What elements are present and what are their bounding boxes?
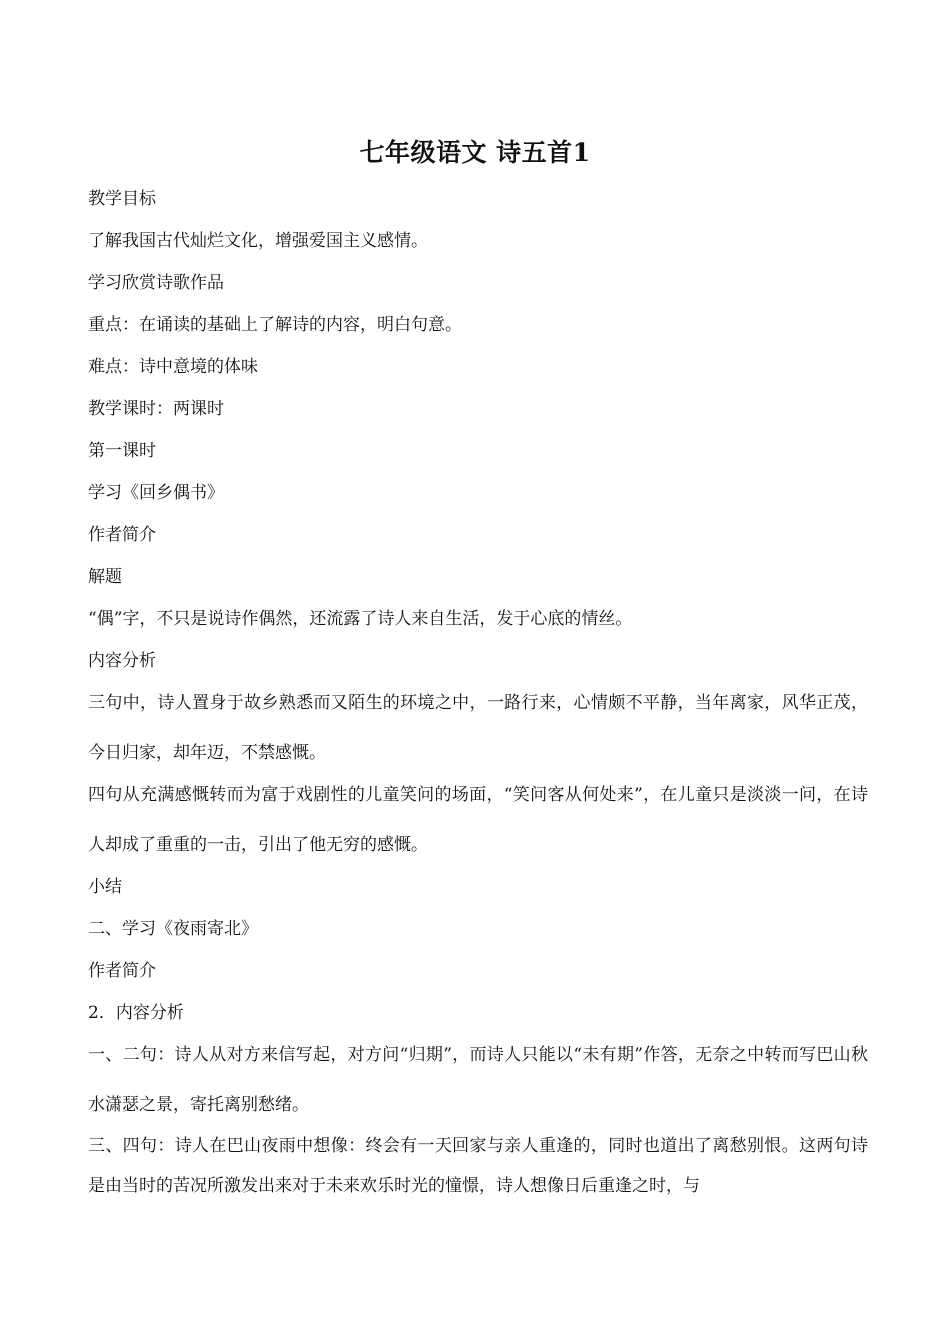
paragraph-author-intro-1: 作者简介 [88, 525, 156, 545]
paragraph-key-point: 重点：在诵读的基础上了解诗的内容，明白句意。 [88, 315, 462, 335]
paragraph-difficulty: 难点：诗中意境的体味 [88, 357, 258, 377]
paragraph-author-intro-2: 作者简介 [88, 961, 156, 981]
paragraph-title-explain: 解题 [88, 567, 122, 587]
paragraph-first-lesson: 第一课时 [88, 441, 156, 461]
paragraph-lines-one-two: 一、二句：诗人从对方来信写起，对方问“归期”，而诗人只能以“未有期”作答，无奈之中转而写巴山秋水潇瑟之景，寄托离别愁绪。 [88, 1045, 868, 1115]
document-body [88, 184, 868, 1218]
paragraph-class-hours: 教学课时：两课时 [88, 399, 224, 419]
document-title: 七年级语文 诗五首1 [359, 138, 591, 167]
paragraph-content-analysis-2: 2．内容分析 [88, 1003, 184, 1023]
paragraph-content-analysis-1: 内容分析 [88, 651, 156, 671]
paragraph-ou-character: “偶”字，不只是说诗作偶然，还流露了诗人来自生活，发于心底的情丝。 [88, 609, 633, 629]
paragraph-line-four: 四句从充满感慨转而为富于戏剧性的儿童笑问的场面，“笑问客从何处来”，在儿童只是淡淡一问，在诗人却成了重重的一击，引出了他无穷的感慨。 [88, 785, 868, 855]
paragraph-summary: 小结 [88, 877, 122, 897]
paragraph-study-poem-1: 学习《回乡偶书》 [88, 483, 224, 503]
paragraph-study-poem-2: 二、学习《夜雨寄北》 [88, 919, 258, 939]
paragraph-teaching-goals: 教学目标 [88, 189, 156, 209]
paragraph-goal-appreciate: 学习欣赏诗歌作品 [88, 273, 224, 293]
paragraph-lines-three-four: 三、四句：诗人在巴山夜雨中想像：终会有一天回家与亲人重逢的，同时也道出了离愁别恨。这两句诗是由当时的苦况所激发出来对于未来欢乐时光的憧憬，诗人想像日后重逢之时，与 [88, 1136, 868, 1196]
paragraph-line-three: 三句中，诗人置身于故乡熟悉而又陌生的环境之中，一路行来，心情颇不平静，当年离家，风华正茂，今日归家，却年迈，不禁感慨。 [88, 693, 868, 763]
paragraph-goal-culture: 了解我国古代灿烂文化，增强爱国主义感情。 [88, 231, 428, 251]
